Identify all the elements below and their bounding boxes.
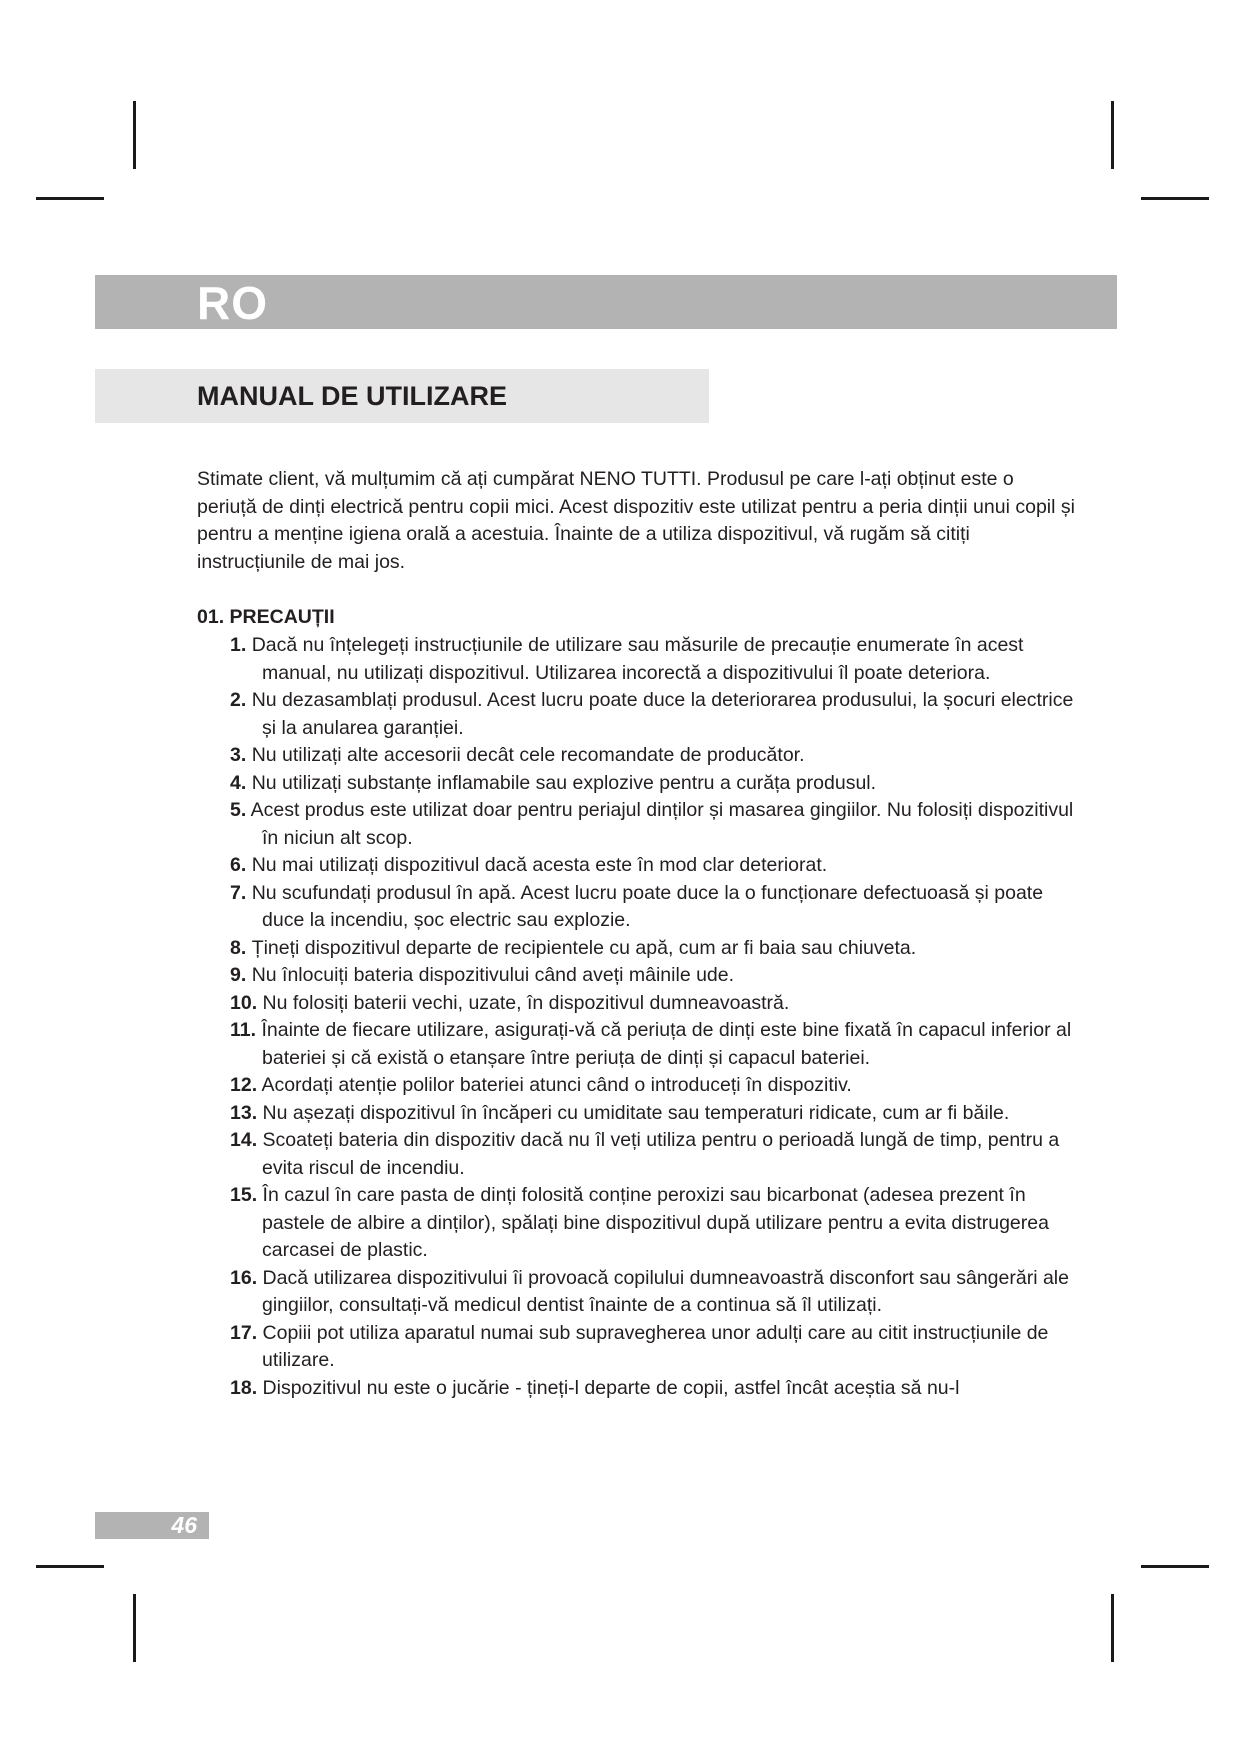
section-heading: 01. PRECAUȚII bbox=[197, 606, 335, 628]
item-text: Înainte de fiecare utilizare, asigurați-vă că periuța de dinți este bine fixată în capacul inferior al bateriei și că există o etanșare între periuța de dinți și capacul bateriei. bbox=[261, 1019, 1072, 1069]
crop-mark-top-right-horizontal bbox=[1141, 197, 1209, 200]
list-item bbox=[230, 632, 1080, 687]
list-item bbox=[230, 1320, 1080, 1375]
item-number: 1. bbox=[230, 634, 247, 656]
item-text: În cazul în care pasta de dinți folosită conține peroxizi sau bicarbonat (adesea prezent în pastele de albire a dinților), spălați bine dispozitivul după utilizare pentru a evita distrugerea carcasei de plastic. bbox=[262, 1184, 1049, 1261]
item-number: 8. bbox=[230, 936, 247, 959]
list-item bbox=[230, 852, 1080, 880]
page-number-badge bbox=[95, 1512, 209, 1539]
item-text: Nu utilizați alte accesorii decât cele recomandate de producător. bbox=[251, 744, 805, 766]
item-number: 3. bbox=[230, 744, 247, 766]
precautions-list bbox=[230, 632, 1080, 1402]
item-text: Nu utilizați substanțe inflamabile sau explozive pentru a curăța produsul. bbox=[251, 771, 877, 794]
item-number: 18. bbox=[230, 1376, 258, 1399]
crop-mark-bottom-left-horizontal bbox=[36, 1565, 104, 1568]
item-text: Nu mai utilizați dispozitivul dacă acesta este în mod clar deteriorat. bbox=[251, 854, 828, 876]
list-item bbox=[230, 687, 1080, 742]
list-item bbox=[230, 990, 1080, 1018]
item-text: Dacă nu înțelegeți instrucțiunile de utilizare sau măsurile de precauție enumerate în acest manual, nu utilizați dispozitivul. Utilizarea incorectă a dispozitivului îl poate deteriora. bbox=[251, 634, 1024, 684]
crop-mark-bottom-right-vertical bbox=[1111, 1594, 1114, 1662]
list-item bbox=[230, 1072, 1080, 1100]
title-band bbox=[95, 369, 709, 423]
item-text: Nu așezați dispozitivul în încăperi cu umiditate sau temperaturi ridicate, cum ar fi băile. bbox=[262, 1101, 1010, 1124]
item-number: 12. bbox=[230, 1074, 258, 1096]
item-number: 17. bbox=[230, 1321, 258, 1344]
item-number: 7. bbox=[230, 881, 247, 904]
item-text: Acest produs este utilizat doar pentru periajul dinților și masarea gingiilor. Nu folosiți dispozitivul în niciun alt scop. bbox=[250, 799, 1074, 849]
item-number: 6. bbox=[230, 854, 247, 876]
item-text: Copiii pot utiliza aparatul numai sub supravegherea unor adulți care au citit instrucțiunile de utilizare. bbox=[262, 1321, 1049, 1371]
list-item bbox=[230, 1100, 1080, 1128]
document-title: MANUAL DE UTILIZARE bbox=[197, 381, 507, 411]
item-text: Nu dezasamblați produsul. Acest lucru poate duce la deteriorarea produsului, la șocuri electrice și la anularea garanției. bbox=[251, 689, 1074, 739]
item-number: 10. bbox=[230, 991, 258, 1014]
list-item bbox=[230, 935, 1080, 963]
item-number: 16. bbox=[230, 1266, 258, 1289]
crop-mark-top-left-vertical bbox=[133, 101, 136, 169]
item-number: 4. bbox=[230, 771, 247, 794]
item-text: Nu folosiți baterii vechi, uzate, în dispozitivul dumneavoastră. bbox=[262, 991, 790, 1014]
list-item bbox=[230, 1127, 1080, 1182]
item-text: Dacă utilizarea dispozitivului îi provoacă copilului dumneavoastră disconfort sau sângerări ale gingiilor, consultați-vă medicul dentist înainte de a continua să îl utilizați. bbox=[262, 1266, 1069, 1316]
list-item bbox=[230, 770, 1080, 798]
item-text: Dispozitivul nu este o jucărie - țineți-l departe de copii, astfel încât aceștia să nu-l bbox=[262, 1376, 960, 1399]
item-text: Țineți dispozitivul departe de recipientele cu apă, cum ar fi baia sau chiuveta. bbox=[251, 936, 917, 959]
item-text: Acordați atenție polilor bateriei atunci când o introduceți în dispozitiv. bbox=[261, 1074, 852, 1096]
page-number: 46 bbox=[171, 1512, 197, 1538]
item-number: 9. bbox=[230, 964, 247, 986]
item-number: 15. bbox=[230, 1184, 258, 1206]
language-header-band bbox=[95, 275, 1117, 329]
crop-mark-top-left-horizontal bbox=[36, 197, 104, 200]
crop-mark-top-right-vertical bbox=[1111, 101, 1114, 169]
list-item bbox=[230, 1375, 1080, 1403]
list-item bbox=[230, 962, 1080, 990]
item-number: 14. bbox=[230, 1129, 258, 1151]
list-item bbox=[230, 880, 1080, 935]
item-text: Nu scufundați produsul în apă. Acest lucru poate duce la o funcționare defectuoasă și poate duce la incendiu, șoc electric sau explozie. bbox=[251, 881, 1044, 931]
list-item bbox=[230, 797, 1080, 852]
list-item bbox=[230, 1265, 1080, 1320]
list-item bbox=[230, 1182, 1080, 1265]
list-item bbox=[230, 1017, 1080, 1072]
list-item bbox=[230, 742, 1080, 770]
item-number: 11. bbox=[230, 1019, 257, 1041]
crop-mark-bottom-right-horizontal bbox=[1141, 1565, 1209, 1568]
item-number: 5. bbox=[230, 799, 247, 821]
item-text: Scoateți bateria din dispozitiv dacă nu îl veți utiliza pentru o perioadă lungă de timp, pentru a evita riscul de incendiu. bbox=[262, 1129, 1060, 1179]
language-code: RO bbox=[197, 277, 268, 329]
item-number: 13. bbox=[230, 1101, 258, 1124]
intro-paragraph: Stimate client, vă mulțumim că ați cumpărat NENO TUTTI. Produsul pe care l-ați obținut este o periuță de dinți electrică pentru copii mici. Acest dispozitiv este utilizat pentru a peria dinții unui copil și pentru a menține igiena orală a acestuia. Înainte de a utiliza dispozitivul, vă rugăm să citiți instrucțiunile de mai jos. bbox=[197, 468, 1075, 573]
item-text: Nu înlocuiți bateria dispozitivului când aveți mâinile ude. bbox=[251, 964, 735, 986]
item-number: 2. bbox=[230, 689, 247, 711]
crop-mark-bottom-left-vertical bbox=[133, 1594, 136, 1662]
